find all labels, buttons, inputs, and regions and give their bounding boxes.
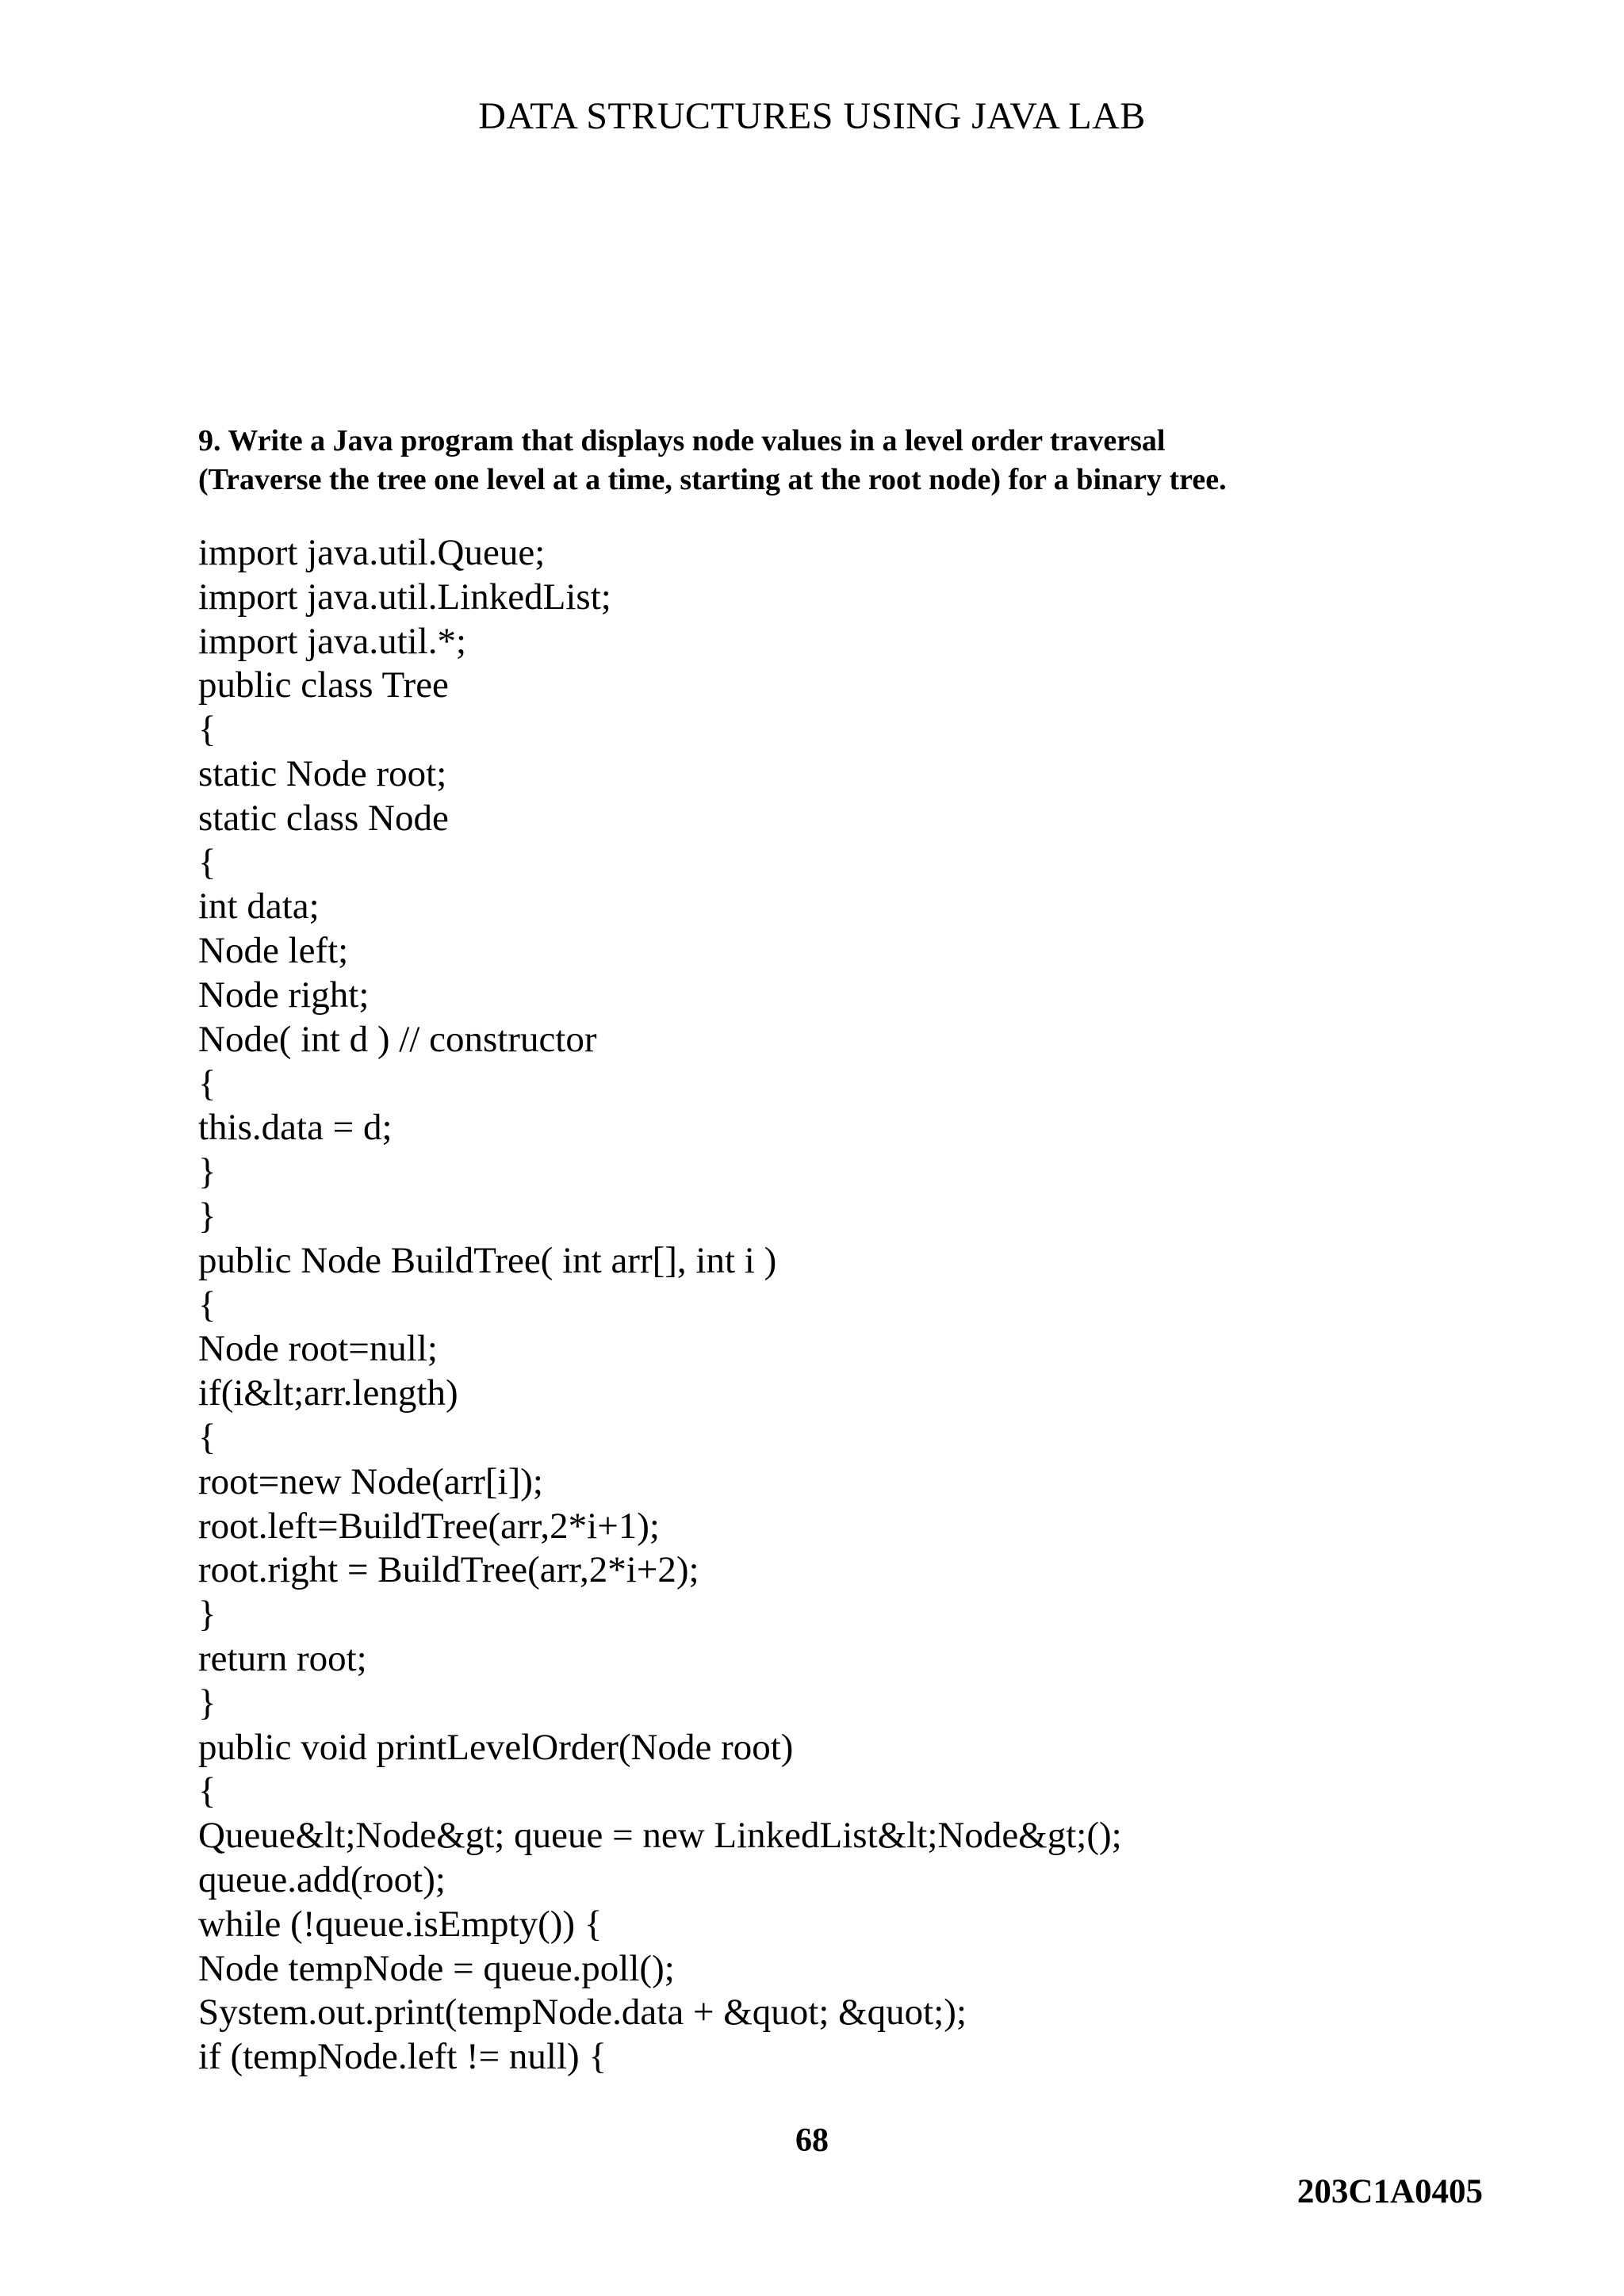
page-header-title: DATA STRUCTURES USING JAVA LAB (478, 95, 1146, 137)
code-line: while (!queue.isEmpty()) { (198, 1903, 603, 1945)
code-line: import java.util.*; (198, 620, 467, 662)
code-line: } (198, 1195, 216, 1237)
roll-number: 203C1A0405 (1297, 2173, 1483, 2210)
code-line: root.left=BuildTree(arr,2*i+1); (198, 1505, 660, 1547)
code-line: public void printLevelOrder(Node root) (198, 1726, 794, 1768)
code-line: public Node BuildTree( int arr[], int i ) (198, 1239, 777, 1281)
code-line: } (198, 1594, 216, 1636)
code-line: return root; (198, 1637, 367, 1679)
code-line: } (198, 1151, 216, 1193)
question-text (198, 422, 1435, 499)
code-line: public class Tree (198, 664, 449, 706)
code-line: static class Node (198, 797, 449, 839)
code-line: queue.add(root); (198, 1858, 446, 1900)
code-line: this.data = d; (198, 1107, 393, 1149)
code-line: { (198, 1284, 216, 1326)
code-line: } (198, 1682, 216, 1724)
code-line: Node left; (198, 930, 349, 972)
code-line: static Node root; (198, 752, 447, 794)
code-line: int data; (198, 886, 320, 928)
code-line: Node( int d ) // constructor (198, 1018, 597, 1060)
code-line: if (tempNode.left != null) { (198, 2036, 607, 2078)
code-line: root=new Node(arr[i]); (198, 1460, 543, 1502)
code-listing (198, 531, 1435, 2080)
question-line: (Traverse the tree one level at a time, starting at the root node) for a binary tree. (198, 463, 1227, 496)
code-line: root.right = BuildTree(arr,2*i+2); (198, 1549, 699, 1591)
code-line: System.out.print(tempNode.data + &quot; &quot;); (198, 1992, 967, 2034)
code-line: { (198, 1416, 216, 1458)
code-line: { (198, 709, 216, 751)
code-line: Queue&lt;Node&gt; queue = new LinkedList&lt;Node&gt;(); (198, 1815, 1122, 1857)
question-line: 9. Write a Java program that displays node values in a level order traversal (198, 424, 1166, 457)
code-line: Node tempNode = queue.poll(); (198, 1947, 675, 1989)
code-line: import java.util.LinkedList; (198, 576, 611, 618)
page-number: 68 (795, 2122, 829, 2159)
code-line: import java.util.Queue; (198, 532, 546, 573)
code-line: { (198, 1062, 216, 1104)
code-line: if(i&lt;arr.length) (198, 1372, 458, 1414)
code-line: { (198, 1770, 216, 1812)
code-line: Node right; (198, 974, 370, 1016)
code-line: Node root=null; (198, 1328, 438, 1370)
code-line: { (198, 841, 216, 883)
